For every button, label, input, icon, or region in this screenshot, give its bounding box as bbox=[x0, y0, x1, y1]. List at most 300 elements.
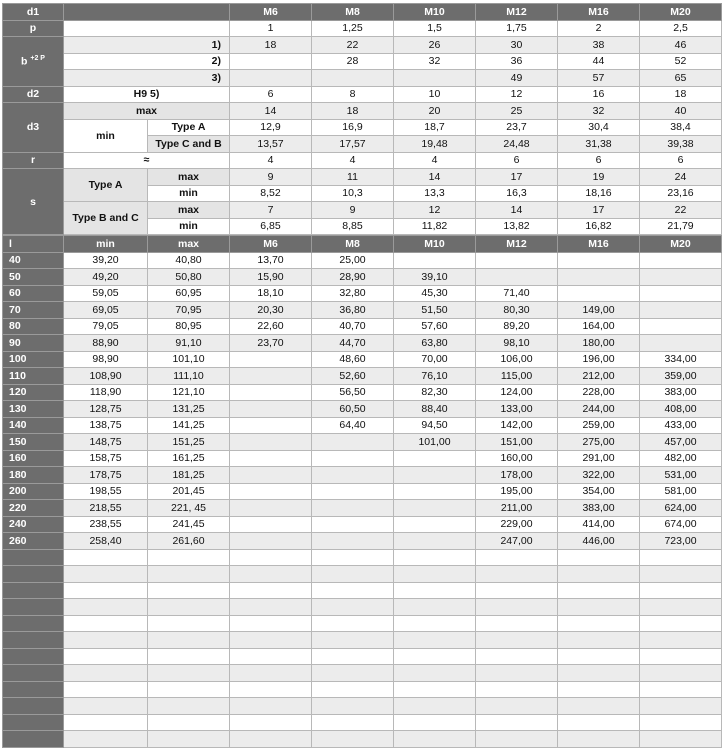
value-cell: 2 bbox=[558, 20, 640, 37]
value-cell bbox=[558, 549, 640, 566]
value-cell: 20,30 bbox=[230, 302, 312, 319]
value-cell: 18,10 bbox=[230, 285, 312, 302]
value-cell bbox=[558, 285, 640, 302]
value-cell bbox=[64, 549, 148, 566]
table-row bbox=[3, 450, 722, 467]
value-cell: 121,10 bbox=[148, 384, 230, 401]
value-cell: 2,5 bbox=[640, 20, 722, 37]
length-label bbox=[3, 566, 64, 583]
value-cell: 6 bbox=[476, 152, 558, 169]
r-note: ≈ bbox=[64, 152, 230, 169]
length-label: 240 bbox=[3, 516, 64, 533]
value-cell: 106,00 bbox=[476, 351, 558, 368]
s-min-label: min bbox=[148, 185, 230, 202]
table-row bbox=[3, 368, 722, 385]
length-label: 120 bbox=[3, 384, 64, 401]
length-table bbox=[2, 235, 722, 748]
value-cell bbox=[230, 632, 312, 649]
d3-min-label: min bbox=[64, 119, 148, 152]
row-label-s: s bbox=[3, 169, 64, 235]
value-cell bbox=[64, 582, 148, 599]
value-cell bbox=[230, 731, 312, 748]
value-cell: 52,60 bbox=[312, 368, 394, 385]
value-cell: 138,75 bbox=[64, 417, 148, 434]
value-cell: 482,00 bbox=[640, 450, 722, 467]
value-cell bbox=[476, 269, 558, 286]
value-cell bbox=[312, 500, 394, 517]
b-note: 2) bbox=[64, 53, 230, 70]
table-row bbox=[3, 20, 722, 37]
value-cell bbox=[230, 516, 312, 533]
value-cell bbox=[230, 70, 312, 87]
value-cell: 15,90 bbox=[230, 269, 312, 286]
value-cell bbox=[230, 483, 312, 500]
dimensions-table bbox=[2, 3, 722, 235]
value-cell: 723,00 bbox=[640, 533, 722, 550]
value-cell: 13,70 bbox=[230, 252, 312, 269]
value-cell bbox=[640, 599, 722, 616]
value-cell: 45,30 bbox=[394, 285, 476, 302]
value-cell bbox=[640, 302, 722, 319]
value-cell: 64,40 bbox=[312, 417, 394, 434]
s-max-label: max bbox=[148, 169, 230, 186]
length-label: 260 bbox=[3, 533, 64, 550]
length-label: 50 bbox=[3, 269, 64, 286]
value-cell: 82,30 bbox=[394, 384, 476, 401]
value-cell bbox=[230, 417, 312, 434]
value-cell: 7 bbox=[230, 202, 312, 219]
value-cell bbox=[394, 252, 476, 269]
size-header: M12 bbox=[476, 4, 558, 21]
table-row bbox=[3, 434, 722, 451]
value-cell: 247,00 bbox=[476, 533, 558, 550]
value-cell: 241,45 bbox=[148, 516, 230, 533]
value-cell bbox=[230, 648, 312, 665]
length-label: 80 bbox=[3, 318, 64, 335]
length-label: 180 bbox=[3, 467, 64, 484]
value-cell bbox=[558, 269, 640, 286]
value-cell: 151,00 bbox=[476, 434, 558, 451]
value-cell bbox=[558, 566, 640, 583]
value-cell: 39,20 bbox=[64, 252, 148, 269]
value-cell: 446,00 bbox=[558, 533, 640, 550]
table-row bbox=[3, 86, 722, 103]
value-cell bbox=[148, 615, 230, 632]
table-row bbox=[3, 714, 722, 731]
value-cell: 65 bbox=[640, 70, 722, 87]
column-header: M12 bbox=[476, 236, 558, 253]
value-cell: 131,25 bbox=[148, 401, 230, 418]
length-label: 160 bbox=[3, 450, 64, 467]
value-cell bbox=[640, 632, 722, 649]
value-cell: 6 bbox=[230, 86, 312, 103]
value-cell bbox=[394, 648, 476, 665]
value-cell: 49 bbox=[476, 70, 558, 87]
table-row bbox=[3, 615, 722, 632]
value-cell: 19,48 bbox=[394, 136, 476, 153]
value-cell: 178,75 bbox=[64, 467, 148, 484]
value-cell: 148,75 bbox=[64, 434, 148, 451]
value-cell bbox=[64, 731, 148, 748]
value-cell bbox=[558, 698, 640, 715]
length-label bbox=[3, 632, 64, 649]
table-row bbox=[3, 401, 722, 418]
row-label-d1: d1 bbox=[3, 4, 64, 21]
value-cell: 160,00 bbox=[476, 450, 558, 467]
value-cell: 12 bbox=[394, 202, 476, 219]
value-cell: 408,00 bbox=[640, 401, 722, 418]
value-cell bbox=[312, 582, 394, 599]
value-cell bbox=[312, 549, 394, 566]
value-cell: 115,00 bbox=[476, 368, 558, 385]
table-row bbox=[3, 500, 722, 517]
value-cell: 26 bbox=[394, 37, 476, 54]
value-cell bbox=[640, 252, 722, 269]
d3-max-label: max bbox=[64, 103, 230, 120]
value-cell: 52 bbox=[640, 53, 722, 70]
length-label: 100 bbox=[3, 351, 64, 368]
value-cell: 531,00 bbox=[640, 467, 722, 484]
table-row bbox=[3, 335, 722, 352]
value-cell bbox=[64, 615, 148, 632]
value-cell bbox=[394, 467, 476, 484]
table-row bbox=[3, 53, 722, 70]
value-cell: 40,70 bbox=[312, 318, 394, 335]
value-cell bbox=[558, 615, 640, 632]
value-cell bbox=[558, 599, 640, 616]
value-cell: 12 bbox=[476, 86, 558, 103]
b-note: 1) bbox=[64, 37, 230, 54]
value-cell: 211,00 bbox=[476, 500, 558, 517]
value-cell bbox=[312, 632, 394, 649]
value-cell: 259,00 bbox=[558, 417, 640, 434]
value-cell: 24,48 bbox=[476, 136, 558, 153]
value-cell bbox=[476, 698, 558, 715]
table-row bbox=[3, 302, 722, 319]
value-cell bbox=[476, 615, 558, 632]
value-cell: 9 bbox=[312, 202, 394, 219]
value-cell: 414,00 bbox=[558, 516, 640, 533]
value-cell bbox=[476, 582, 558, 599]
value-cell: 23,70 bbox=[230, 335, 312, 352]
table-row bbox=[3, 599, 722, 616]
length-label bbox=[3, 698, 64, 715]
table-row bbox=[3, 665, 722, 682]
value-cell: 4 bbox=[230, 152, 312, 169]
length-label bbox=[3, 615, 64, 632]
value-cell: 17 bbox=[476, 169, 558, 186]
s-min-label: min bbox=[148, 218, 230, 235]
value-cell: 16,3 bbox=[476, 185, 558, 202]
length-label bbox=[3, 714, 64, 731]
value-cell bbox=[312, 70, 394, 87]
value-cell bbox=[148, 714, 230, 731]
value-cell bbox=[640, 714, 722, 731]
value-cell bbox=[230, 599, 312, 616]
table-row bbox=[3, 549, 722, 566]
value-cell bbox=[476, 599, 558, 616]
value-cell bbox=[394, 665, 476, 682]
value-cell: 101,10 bbox=[148, 351, 230, 368]
size-header: M20 bbox=[640, 4, 722, 21]
column-header: l bbox=[3, 236, 64, 253]
value-cell: 10 bbox=[394, 86, 476, 103]
value-cell bbox=[394, 632, 476, 649]
value-cell bbox=[312, 615, 394, 632]
value-cell bbox=[312, 599, 394, 616]
value-cell bbox=[394, 500, 476, 517]
value-cell: 17 bbox=[558, 202, 640, 219]
value-cell: 16,82 bbox=[558, 218, 640, 235]
value-cell: 63,80 bbox=[394, 335, 476, 352]
value-cell: 56,50 bbox=[312, 384, 394, 401]
value-cell bbox=[230, 351, 312, 368]
value-cell: 70,95 bbox=[148, 302, 230, 319]
value-cell bbox=[394, 731, 476, 748]
value-cell: 69,05 bbox=[64, 302, 148, 319]
value-cell bbox=[476, 252, 558, 269]
value-cell bbox=[640, 566, 722, 583]
value-cell: 142,00 bbox=[476, 417, 558, 434]
value-cell: 218,55 bbox=[64, 500, 148, 517]
value-cell bbox=[558, 681, 640, 698]
table-row bbox=[3, 731, 722, 748]
row-label-d2: d2 bbox=[3, 86, 64, 103]
value-cell: 291,00 bbox=[558, 450, 640, 467]
d3-type-a-label: Type A bbox=[148, 119, 230, 136]
value-cell bbox=[476, 632, 558, 649]
value-cell: 196,00 bbox=[558, 351, 640, 368]
value-cell: 16,9 bbox=[312, 119, 394, 136]
value-cell bbox=[230, 582, 312, 599]
length-label: 110 bbox=[3, 368, 64, 385]
length-label: 90 bbox=[3, 335, 64, 352]
value-cell: 6 bbox=[558, 152, 640, 169]
value-cell: 18 bbox=[640, 86, 722, 103]
value-cell bbox=[394, 549, 476, 566]
value-cell: 674,00 bbox=[640, 516, 722, 533]
value-cell bbox=[558, 252, 640, 269]
value-cell: 229,00 bbox=[476, 516, 558, 533]
value-cell: 70,00 bbox=[394, 351, 476, 368]
value-cell bbox=[640, 582, 722, 599]
value-cell: 30,4 bbox=[558, 119, 640, 136]
value-cell bbox=[558, 648, 640, 665]
value-cell: 101,00 bbox=[394, 434, 476, 451]
value-cell: 161,25 bbox=[148, 450, 230, 467]
value-cell: 80,30 bbox=[476, 302, 558, 319]
value-cell bbox=[148, 549, 230, 566]
value-cell: 178,00 bbox=[476, 467, 558, 484]
value-cell: 133,00 bbox=[476, 401, 558, 418]
value-cell: 23,16 bbox=[640, 185, 722, 202]
value-cell bbox=[394, 714, 476, 731]
blank bbox=[64, 20, 230, 37]
value-cell: 1,25 bbox=[312, 20, 394, 37]
row-label-b bbox=[3, 37, 64, 87]
value-cell bbox=[394, 599, 476, 616]
table-row bbox=[3, 103, 722, 120]
length-label: 60 bbox=[3, 285, 64, 302]
value-cell bbox=[312, 665, 394, 682]
value-cell bbox=[230, 615, 312, 632]
table-row bbox=[3, 236, 722, 253]
value-cell: 118,90 bbox=[64, 384, 148, 401]
value-cell: 4 bbox=[312, 152, 394, 169]
table-row bbox=[3, 516, 722, 533]
value-cell: 50,80 bbox=[148, 269, 230, 286]
value-cell: 98,10 bbox=[476, 335, 558, 352]
value-cell: 51,50 bbox=[394, 302, 476, 319]
value-cell: 111,10 bbox=[148, 368, 230, 385]
value-cell bbox=[394, 582, 476, 599]
value-cell bbox=[312, 698, 394, 715]
value-cell: 322,00 bbox=[558, 467, 640, 484]
value-cell bbox=[476, 549, 558, 566]
value-cell bbox=[230, 384, 312, 401]
value-cell bbox=[230, 467, 312, 484]
value-cell: 79,05 bbox=[64, 318, 148, 335]
table-row bbox=[3, 169, 722, 186]
s-type-bc-label: Type B and C bbox=[64, 202, 148, 235]
length-label bbox=[3, 648, 64, 665]
value-cell: 60,95 bbox=[148, 285, 230, 302]
table-row bbox=[3, 252, 722, 269]
value-cell: 88,90 bbox=[64, 335, 148, 352]
size-header: M6 bbox=[230, 4, 312, 21]
b-tolerance: +2 P bbox=[30, 55, 45, 62]
value-cell: 32 bbox=[394, 53, 476, 70]
value-cell bbox=[640, 681, 722, 698]
value-cell bbox=[312, 681, 394, 698]
value-cell: 141,25 bbox=[148, 417, 230, 434]
table-row bbox=[3, 285, 722, 302]
value-cell: 25 bbox=[476, 103, 558, 120]
value-cell: 18,16 bbox=[558, 185, 640, 202]
value-cell: 89,20 bbox=[476, 318, 558, 335]
value-cell bbox=[312, 434, 394, 451]
value-cell: 71,40 bbox=[476, 285, 558, 302]
length-label: 220 bbox=[3, 500, 64, 517]
value-cell: 149,00 bbox=[558, 302, 640, 319]
value-cell: 244,00 bbox=[558, 401, 640, 418]
column-header: M8 bbox=[312, 236, 394, 253]
value-cell: 32 bbox=[558, 103, 640, 120]
row-label-d3: d3 bbox=[3, 103, 64, 153]
value-cell: 195,00 bbox=[476, 483, 558, 500]
value-cell: 44 bbox=[558, 53, 640, 70]
value-cell: 8 bbox=[312, 86, 394, 103]
value-cell: 28,90 bbox=[312, 269, 394, 286]
header-blank bbox=[64, 4, 230, 21]
value-cell bbox=[148, 599, 230, 616]
value-cell: 57,60 bbox=[394, 318, 476, 335]
value-cell bbox=[476, 681, 558, 698]
value-cell: 20 bbox=[394, 103, 476, 120]
value-cell: 31,38 bbox=[558, 136, 640, 153]
value-cell: 1,75 bbox=[476, 20, 558, 37]
value-cell: 11 bbox=[312, 169, 394, 186]
value-cell: 39,38 bbox=[640, 136, 722, 153]
value-cell bbox=[312, 533, 394, 550]
value-cell bbox=[64, 698, 148, 715]
value-cell bbox=[148, 582, 230, 599]
value-cell bbox=[394, 681, 476, 698]
table-row bbox=[3, 4, 722, 21]
value-cell: 18 bbox=[312, 103, 394, 120]
value-cell: 180,00 bbox=[558, 335, 640, 352]
value-cell: 238,55 bbox=[64, 516, 148, 533]
value-cell: 14 bbox=[394, 169, 476, 186]
value-cell: 32,80 bbox=[312, 285, 394, 302]
value-cell bbox=[640, 731, 722, 748]
value-cell: 1,5 bbox=[394, 20, 476, 37]
value-cell bbox=[64, 599, 148, 616]
value-cell: 228,00 bbox=[558, 384, 640, 401]
table-row bbox=[3, 566, 722, 583]
value-cell: 11,82 bbox=[394, 218, 476, 235]
table-row bbox=[3, 417, 722, 434]
value-cell: 19 bbox=[558, 169, 640, 186]
value-cell: 13,3 bbox=[394, 185, 476, 202]
value-cell bbox=[640, 648, 722, 665]
value-cell: 13,82 bbox=[476, 218, 558, 235]
length-label: 200 bbox=[3, 483, 64, 500]
d3-type-cb-label: Type C and B bbox=[148, 136, 230, 153]
value-cell: 91,10 bbox=[148, 335, 230, 352]
value-cell bbox=[640, 269, 722, 286]
value-cell bbox=[476, 665, 558, 682]
value-cell bbox=[312, 648, 394, 665]
table-row bbox=[3, 119, 722, 136]
column-header: M6 bbox=[230, 236, 312, 253]
value-cell: 8,52 bbox=[230, 185, 312, 202]
value-cell: 30 bbox=[476, 37, 558, 54]
table-row bbox=[3, 351, 722, 368]
value-cell: 39,10 bbox=[394, 269, 476, 286]
value-cell: 108,90 bbox=[64, 368, 148, 385]
value-cell bbox=[558, 731, 640, 748]
value-cell: 433,00 bbox=[640, 417, 722, 434]
value-cell bbox=[230, 434, 312, 451]
value-cell: 13,57 bbox=[230, 136, 312, 153]
value-cell bbox=[640, 318, 722, 335]
value-cell bbox=[394, 450, 476, 467]
value-cell: 49,20 bbox=[64, 269, 148, 286]
value-cell bbox=[476, 566, 558, 583]
value-cell: 44,70 bbox=[312, 335, 394, 352]
value-cell: 60,50 bbox=[312, 401, 394, 418]
value-cell: 36,80 bbox=[312, 302, 394, 319]
value-cell: 88,40 bbox=[394, 401, 476, 418]
value-cell: 151,25 bbox=[148, 434, 230, 451]
value-cell: 8,85 bbox=[312, 218, 394, 235]
value-cell: 201,45 bbox=[148, 483, 230, 500]
value-cell: 14 bbox=[476, 202, 558, 219]
row-label-r: r bbox=[3, 152, 64, 169]
value-cell: 36 bbox=[476, 53, 558, 70]
value-cell: 128,75 bbox=[64, 401, 148, 418]
length-label bbox=[3, 665, 64, 682]
s-max-label: max bbox=[148, 202, 230, 219]
length-label: 150 bbox=[3, 434, 64, 451]
value-cell bbox=[312, 731, 394, 748]
value-cell bbox=[64, 648, 148, 665]
value-cell: 21,79 bbox=[640, 218, 722, 235]
value-cell: 359,00 bbox=[640, 368, 722, 385]
column-header: M16 bbox=[558, 236, 640, 253]
value-cell bbox=[640, 335, 722, 352]
